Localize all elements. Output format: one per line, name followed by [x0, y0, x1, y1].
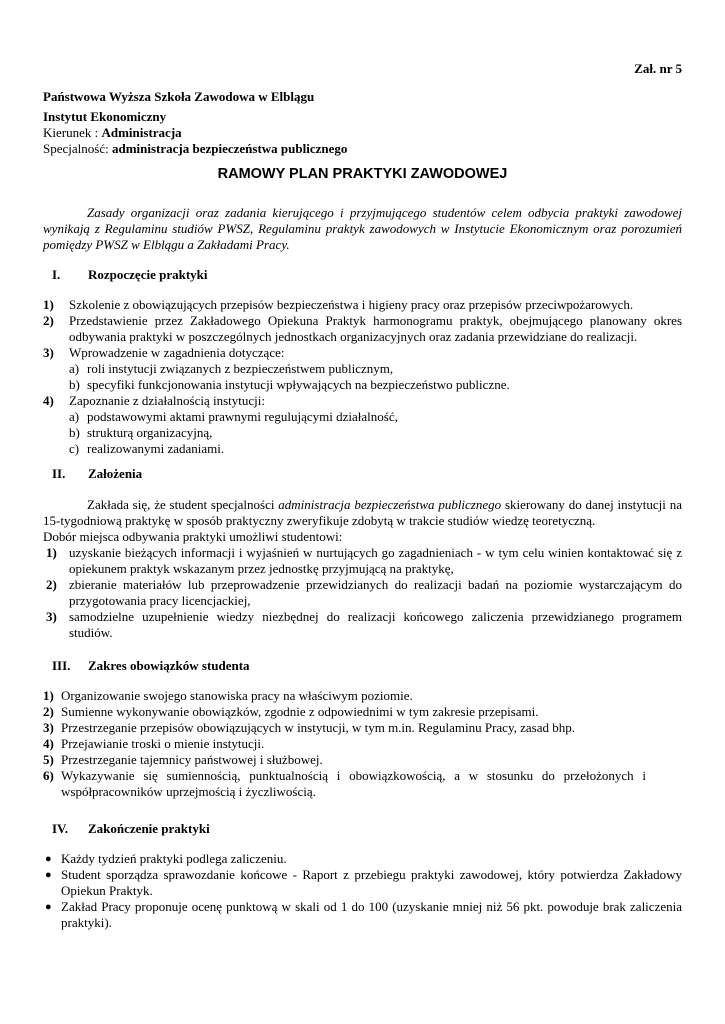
sub-text: podstawowymi aktami prawnymi regulującymi działalność, — [87, 409, 398, 424]
item-number: 1) — [43, 688, 54, 703]
section-number: II. — [52, 466, 66, 481]
bullet-item — [43, 867, 682, 899]
section-number: I. — [52, 267, 61, 282]
list-item — [43, 393, 682, 409]
sub-text: roli instytucji związanych z bezpieczeństwem publicznym, — [87, 361, 394, 376]
sub-text: strukturą organizacyjną, — [87, 425, 213, 440]
item-text: samodzielne uzupełnienie wiedzy niezbędnej do realizacji końcowego zaliczenia przewidzianego programem studiów. — [69, 609, 682, 640]
list-item — [43, 609, 682, 641]
section-1-list — [43, 297, 682, 457]
list-item — [43, 752, 682, 768]
sub-item — [43, 361, 682, 377]
bullet-text: Zakład Pracy proponuje ocenę punktową w skali od 1 do 100 (uzyskanie mniej niż 56 pkt. powoduje brak zaliczenia praktyki). — [61, 899, 682, 930]
document-title: RAMOWY PLAN PRAKTYKI ZAWODOWEJ — [217, 166, 508, 182]
item-number: 6) — [43, 768, 54, 783]
item-text: Organizowanie swojego stanowiska pracy na właściwym poziomie. — [61, 688, 413, 703]
section-title: Zakres obowiązków studenta — [88, 658, 250, 673]
specjalnosc-line — [43, 141, 683, 157]
item-number: 4) — [43, 393, 54, 408]
specialty-name: administracja bezpieczeństwa publicznego — [278, 497, 502, 512]
item-text: Przestrzeganie tajemnicy państwowej i służbowej. — [61, 752, 323, 767]
list-item — [43, 736, 682, 752]
document-header — [43, 89, 683, 157]
specjalnosc-label: Specjalność: — [43, 141, 109, 156]
bullet-text: Student sporządza sprawozdanie końcowe - Raport z przebiegu praktyki zawodowej, który potwierdza Zakładowy Opiekun Praktyk. — [61, 867, 682, 898]
specjalnosc-value: administracja bezpieczeństwa publicznego — [111, 141, 348, 156]
sub-letter: c) — [69, 441, 80, 456]
institute-name: Instytut Ekonomiczny — [43, 109, 167, 124]
section-4-list — [43, 851, 682, 931]
item-number: 2) — [43, 313, 54, 328]
sub-item — [43, 441, 682, 457]
item-number: 2) — [43, 704, 54, 719]
bullet-icon: ● — [45, 901, 52, 913]
item-text: uzyskanie bieżących informacji i wyjaśnień w nurtujących go zagadnieniach - w tym celu winien kontaktować się z opiekunem praktyk wskazanym przez jednostkę przyjmującą na praktykę, — [69, 545, 682, 576]
sub-item — [43, 425, 682, 441]
item-number: 3) — [43, 720, 54, 735]
list-item — [43, 720, 682, 736]
item-number: 3) — [43, 345, 54, 360]
list-item — [43, 345, 682, 361]
section-number: IV. — [52, 821, 69, 836]
list-item — [43, 545, 682, 577]
bullet-icon: ● — [45, 853, 52, 865]
section-number: III. — [52, 658, 71, 673]
item-text: Zapoznanie z działalnością instytucji: — [69, 393, 266, 408]
item-text: Sumienne wykonywanie obowiązków, zgodnie z odpowiednimi w tym zakresie przepisami. — [61, 704, 539, 719]
sub-item — [43, 409, 682, 425]
item-text: Szkolenie z obowiązujących przepisów bezpieczeństwa i higieny pracy oraz przepisów przeciwpożarowych. — [69, 297, 634, 312]
item-number: 1) — [43, 297, 54, 312]
bullet-item — [43, 899, 682, 931]
item-text: Przestrzeganie przepisów obowiązujących w instytucji, w tym m.in. Regulaminu Pracy, zasad bhp. — [61, 720, 575, 735]
bullet-text: Każdy tydzień praktyki podlega zaliczeniu. — [61, 851, 287, 866]
item-number: 4) — [43, 736, 54, 751]
section-1-heading — [52, 267, 208, 283]
sub-text: realizowanymi zadaniami. — [87, 441, 225, 456]
attachment-label: Zał. nr 5 — [634, 61, 682, 76]
item-text: zbieranie materiałów lub przeprowadzenie przewidzianych do realizacji badań na poziomie wystarczającym do przygotowania pracy licencjackiej, — [69, 577, 682, 608]
section-title: Założenia — [88, 466, 143, 481]
assumption-paragraph — [43, 497, 682, 529]
sub-letter: b) — [69, 377, 80, 392]
list-item — [43, 313, 682, 345]
sub-text: specyfiki funkcjonowania instytucji wpływających na bezpieczeństwo publiczne. — [87, 377, 510, 392]
kierunek-value: Administracja — [101, 125, 182, 140]
bullet-item — [43, 851, 682, 867]
item-text: Wykazywanie się sumiennością, punktualnością i obowiązkowością, a w stosunku do przełożonych i współpracowników uprzejmością i życzliwością. — [61, 768, 646, 799]
list-item — [43, 688, 682, 704]
item-number: 2) — [46, 577, 57, 592]
section-title: Zakończenie praktyki — [88, 821, 210, 836]
section-3-heading — [52, 658, 250, 674]
sub-letter: a) — [69, 361, 80, 376]
paragraph-text: Zakłada się, że student specjalności — [87, 497, 275, 512]
intro-paragraph — [43, 205, 682, 253]
list-item — [43, 704, 682, 720]
section-2-heading — [52, 466, 142, 482]
item-text: Przejawianie troski o mienie instytucji. — [61, 736, 265, 751]
section-2-body — [43, 497, 682, 641]
kierunek-line — [43, 125, 683, 141]
intro-text: Zasady organizacji oraz zadania kierującego i przyjmującego studentów celem odbycia praktyki zawodowej wynikają z Regulaminu studiów PWSZ, Regulaminu praktyk zawodowych w Instytucie Ekonomicznym oraz porozumień pomiędzy PWSZ w Elblągu a Zakładami Pracy. — [43, 205, 682, 252]
university-name: Państwowa Wyższa Szkoła Zawodowa w Elblągu — [43, 89, 315, 104]
item-number: 1) — [46, 545, 57, 560]
section-4-heading — [52, 821, 210, 837]
item-number: 3) — [46, 609, 57, 624]
list-item — [43, 577, 682, 609]
section-title: Rozpoczęcie praktyki — [88, 267, 208, 282]
kierunek-label: Kierunek : — [43, 125, 99, 140]
list-item — [43, 297, 682, 313]
sub-letter: a) — [69, 409, 80, 424]
item-number: 5) — [43, 752, 54, 767]
item-text: Wprowadzenie w zagadnienia dotyczące: — [69, 345, 285, 360]
item-text: Przedstawienie przez Zakładowego Opiekuna Praktyk harmonogramu praktyk, obejmującego planowany okres odbywania praktyki w poszczególnych jednostkach organizacyjnych oraz zadania przewidziane do realizacji. — [69, 313, 682, 344]
list-item — [43, 768, 646, 800]
section-3-list — [43, 688, 682, 800]
selection-intro: Dobór miejsca odbywania praktyki umożliwi studentowi: — [43, 529, 343, 544]
paragraph-text: skierowany do danej instytucji na 15-tygodniową praktykę w sposób praktyczny zweryfikuje zdobytą w trakcie studiów wiedzę teoretyczną. — [43, 497, 682, 528]
bullet-icon: ● — [45, 869, 52, 881]
sub-letter: b) — [69, 425, 80, 440]
sub-item — [43, 377, 682, 393]
